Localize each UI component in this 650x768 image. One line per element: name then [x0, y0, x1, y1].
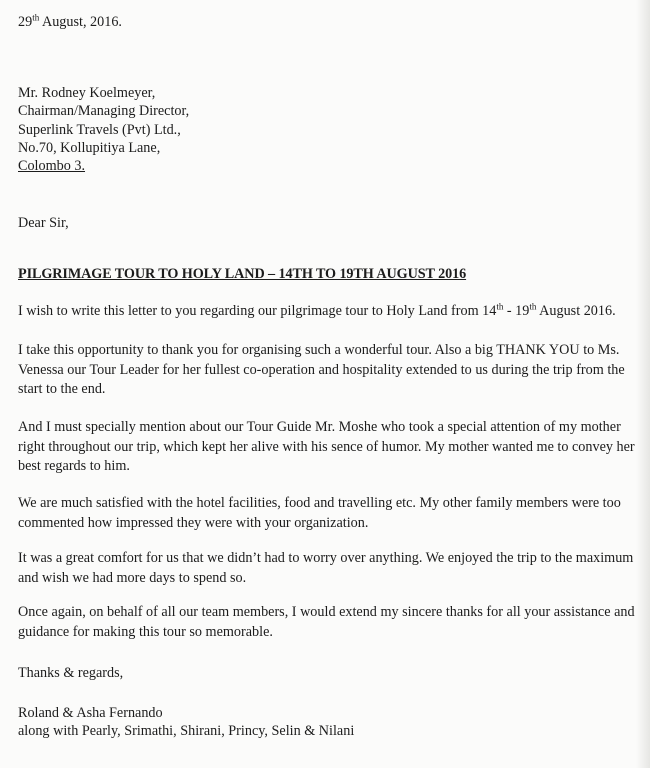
date-day: 29 [18, 14, 33, 30]
recipient-company: Superlink Travels (Pvt) Ltd., [18, 122, 181, 138]
salutation: Dear Sir, [18, 215, 69, 231]
paragraph-text: It was a great comfort for us that we didn’t had to worry over anything. We enjoyed the trip to the maximum and wish we had more days to spend so. [18, 550, 634, 586]
intro-sup-1: th [496, 301, 504, 312]
recipient-name: Mr. Rodney Koelmeyer, [18, 85, 156, 101]
intro-text-a: I wish to write this letter to you regarding our pilgrimage tour to Holy Land from 14 [18, 303, 497, 319]
paragraph-text: We are much satisfied with the hotel facilities, food and travelling etc. My other family members were too commented how impressed they were with your organization. [18, 495, 621, 531]
date-rest: August, 2016. [39, 14, 122, 30]
page-edge-shadow [636, 0, 650, 768]
paragraph-text: I take this opportunity to thank you for organising such a wonderful tour. Also a big THANK YOU to Ms. Venessa our Tour Leader for her fullest co-operation and hospitality extended to us during the trip from the start to the end. [18, 342, 625, 397]
body-paragraph-closing-thanks [18, 603, 640, 642]
recipient-street: No.70, Kollupitiya Lane, [18, 140, 161, 156]
paragraph-text: And I must specially mention about our Tour Guide Mr. Moshe who took a special attention of my mother right throughout our trip, which kept her alive with his sence of humor. My mother wanted me to convey her best regards to him. [18, 419, 635, 474]
intro-sup-2: th [529, 301, 537, 312]
body-paragraph-comfort [18, 549, 640, 588]
date-suffix: th [32, 12, 40, 23]
recipient-city: Colombo 3. [18, 158, 86, 174]
intro-text-b: - 19 [503, 303, 530, 319]
signatory-names: Roland & Asha Fernando [18, 705, 163, 721]
paragraph-text: Once again, on behalf of all our team members, I would extend my sincere thanks for all your assistance and guidance for making this tour so memorable. [18, 604, 635, 640]
recipient-title: Chairman/Managing Director, [18, 103, 190, 119]
intro-text-c: August 2016. [536, 303, 616, 319]
letter-date [18, 13, 122, 31]
closing-line: Thanks & regards, [18, 665, 124, 681]
body-paragraph-thanks [18, 341, 640, 400]
body-paragraph-guide [18, 418, 640, 477]
signatory-others: along with Pearly, Srimathi, Shirani, Princy, Selin & Nilani [18, 723, 355, 739]
body-paragraph-hotel [18, 494, 640, 533]
subject-heading: PILGRIMAGE TOUR TO HOLY LAND – 14TH TO 19TH AUGUST 2016 [18, 266, 467, 282]
intro-paragraph [18, 302, 616, 320]
